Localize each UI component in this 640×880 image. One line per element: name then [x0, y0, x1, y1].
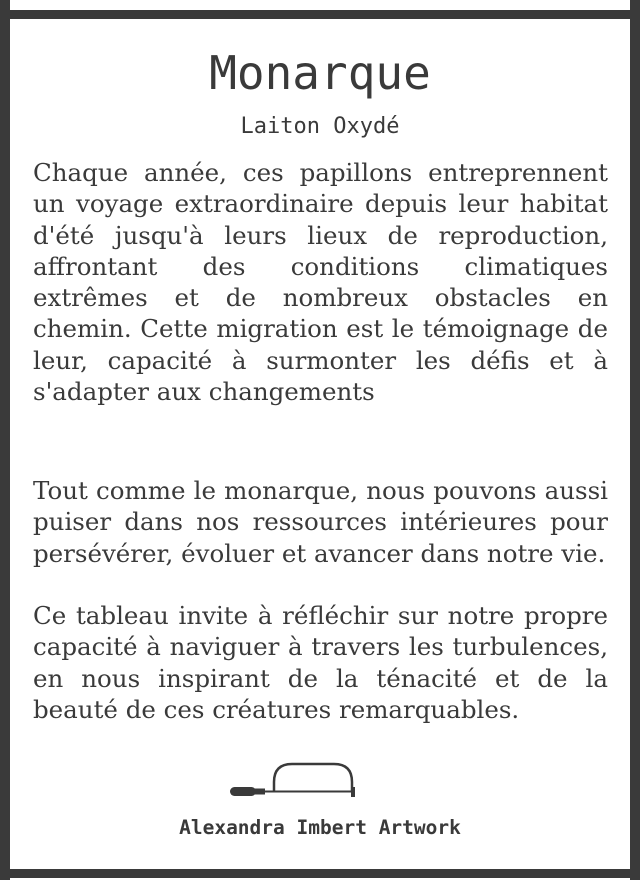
artwork-material: Laiton Oxydé	[240, 114, 400, 139]
frame-top-border	[0, 10, 640, 19]
artwork-title: Monarque	[209, 46, 431, 100]
description-paragraph-3: Ce tableau invite à réfléchir sur notre propre capacité à naviguer à travers les turbulences, en nous inspirant de la ténacité et de la beauté de ces créatures remarquables.	[33, 601, 608, 724]
artist-signature: Alexandra Imbert Artwork	[179, 816, 461, 839]
description-paragraph-2: Tout comme le monarque, nous pouvons aussi puiser dans nos ressources intérieures pour persévérer, évoluer et avancer dans notre vie.	[33, 476, 608, 568]
frame-right-border	[630, 0, 640, 880]
description-paragraph-1: Chaque année, ces papillons entreprennent un voyage extraordinaire depuis leur habitat d'été jusqu'à leurs lieux de reproduction, affrontant des conditions climatiques extrêmes et de nombreux obstacles en chemin. Cette migration est le témoignage de leur, capacité à surmonter les défis et à s'adapter aux changements	[33, 158, 608, 407]
frame-bottom-border	[0, 869, 640, 878]
frame-left-border	[0, 0, 10, 880]
jewelers-saw-icon	[226, 760, 364, 802]
